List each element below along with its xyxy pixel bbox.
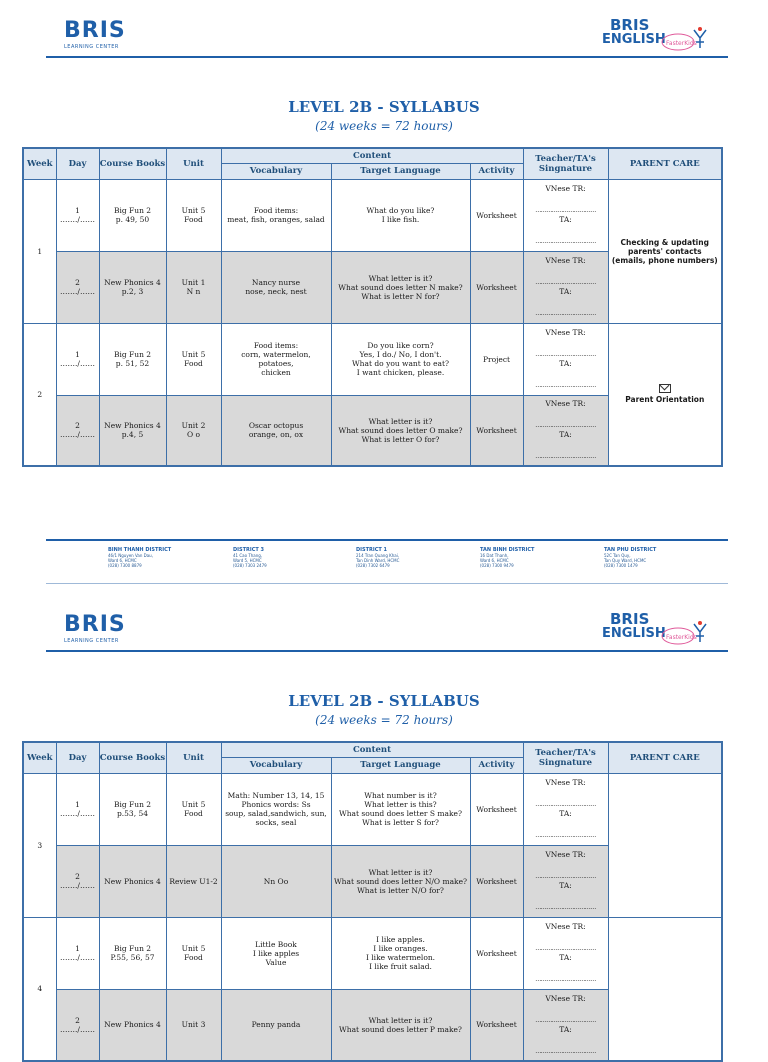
bris-english-logo [602, 610, 712, 646]
course-book-cell: New Phonics 4 p.4, 5 [99, 395, 166, 466]
unit-cell: Unit 3 [166, 989, 221, 1061]
vocabulary-cell: Math: Number 13, 14, 15 Phonics words: Ss soup, salad,sandwich, sun, socks, seal [221, 773, 331, 845]
vocabulary-cell: Nn Oo [221, 845, 331, 917]
bris-english-logo-top: BRIS [610, 610, 650, 628]
activity-cell: Worksheet [470, 989, 523, 1061]
header-day: Day [56, 742, 99, 773]
day-cell: 1 ……./…… [56, 773, 99, 845]
course-book-cell: New Phonics 4 [99, 989, 166, 1061]
week-cell: 4 [23, 917, 56, 1061]
activity-cell: Project [470, 323, 523, 395]
signature-cell: VNese TR: …………………………… TA: …………………………… [523, 917, 608, 989]
day-cell: 2 ……./…… [56, 395, 99, 466]
week-cell: 2 [23, 323, 56, 466]
signature-cell: VNese TR: …………………………… TA: …………………………… [523, 251, 608, 323]
target-language-cell: What number is it? What letter is this? What sound does letter S make? What is letter S for? [331, 773, 470, 845]
unit-cell: Review U1-2 [166, 845, 221, 917]
unit-cell: Unit 5 Food [166, 179, 221, 251]
vocabulary-cell: Oscar octopus orange, on, ox [221, 395, 331, 466]
target-language-cell: Do you like corn? Yes, I do./ No, I don't. What do you want to eat? I want chicken, please. [331, 323, 470, 395]
unit-cell: Unit 2 O o [166, 395, 221, 466]
signature-cell: VNese TR: …………………………… TA: …………………………… [523, 323, 608, 395]
day-cell: 1 ……./…… [56, 179, 99, 251]
header-target-language: Target Language [331, 757, 470, 773]
activity-cell: Worksheet [470, 395, 523, 466]
header-content: Content [221, 742, 523, 757]
parent-care-cell [608, 917, 722, 1061]
week-cell: 1 [23, 179, 56, 323]
fasterkids-logo-icon [660, 26, 708, 52]
header-signature: Teacher/TA's Singnature [523, 742, 608, 773]
header-course-books: Course Books [99, 742, 166, 773]
footer-address: DISTRICT 3 41 Cao Thang, Ward 5, HCMC (028) 7303 2479 [233, 547, 267, 568]
vocabulary-cell: Food items: corn, watermelon, potatoes, chicken [221, 323, 331, 395]
header-content: Content [221, 148, 523, 163]
header-unit: Unit [166, 148, 221, 179]
signature-cell: VNese TR: …………………………… TA: …………………………… [523, 179, 608, 251]
bris-english-logo-top: BRIS [610, 16, 650, 34]
day-cell: 1 ……./…… [56, 917, 99, 989]
signature-cell: VNese TR: …………………………… TA: …………………………… [523, 395, 608, 466]
course-book-cell: Big Fun 2 p. 51, 52 [99, 323, 166, 395]
activity-cell: Worksheet [470, 845, 523, 917]
table-row [23, 179, 722, 251]
bris-logo-text: BRIS [64, 18, 126, 43]
footer-address: DISTRICT 1 214 Tran Quang Khai, Tan Dinh Ward, HCMC (028) 7302 6479 [356, 547, 400, 568]
unit-cell: Unit 5 Food [166, 917, 221, 989]
table-row [23, 323, 722, 395]
header-week: Week [23, 148, 56, 179]
target-language-cell: What letter is it? What sound does letter P make? [331, 989, 470, 1061]
header-activity: Activity [470, 757, 523, 773]
footer-address: BINH THANH DISTRICT 46/1 Nguyen Van Dau, Ward 6, HCMC (028) 7300 8879 [108, 547, 172, 568]
page-header [46, 8, 728, 58]
footer-address: TAN BINH DISTRICT 16 Dat Thanh, Ward 6, HCMC (028) 7300 9479 [480, 547, 535, 568]
footer-address: TAN PHU DISTRICT 52C Tan Quy, Tan Quy Ward, HCMC (028) 7300 1479 [604, 547, 657, 568]
bris-logo-subtext: LEARNING CENTER [64, 44, 119, 50]
header-unit: Unit [166, 742, 221, 773]
vocabulary-cell: Nancy nurse nose, neck, nest [221, 251, 331, 323]
header-signature: Teacher/TA's Singnature [523, 148, 608, 179]
page-title: LEVEL 2B - SYLLABUS [288, 692, 480, 710]
day-cell: 2 ……./…… [56, 989, 99, 1061]
table-row [23, 917, 722, 989]
target-language-cell: What do you like? I like fish. [331, 179, 470, 251]
bris-english-logo-bottom: ENGLISH [602, 626, 666, 641]
bris-english-logo [602, 16, 712, 52]
bris-logo [64, 614, 126, 644]
parent-care-cell [608, 323, 722, 466]
vocabulary-cell: Food items: meat, fish, oranges, salad [221, 179, 331, 251]
parent-care-cell [608, 773, 722, 917]
header-vocabulary: Vocabulary [221, 163, 331, 179]
header-vocabulary: Vocabulary [221, 757, 331, 773]
header-parent-care: PARENT CARE [608, 742, 722, 773]
activity-cell: Worksheet [470, 251, 523, 323]
unit-cell: Unit 5 Food [166, 773, 221, 845]
signature-cell: VNese TR: …………………………… TA: …………………………… [523, 845, 608, 917]
signature-cell: VNese TR: …………………………… TA: …………………………… [523, 773, 608, 845]
day-cell: 2 ……./…… [56, 845, 99, 917]
activity-cell: Worksheet [470, 917, 523, 989]
page-subtitle: (24 weeks = 72 hours) [315, 119, 453, 133]
svg-text:FasterKids: FasterKids [666, 634, 697, 641]
syllabus-table-2 [22, 741, 723, 1062]
week-cell: 3 [23, 773, 56, 917]
target-language-cell: What letter is it? What sound does letter O make? What is letter O for? [331, 395, 470, 466]
course-book-cell: Big Fun 2 P.55, 56, 57 [99, 917, 166, 989]
unit-cell: Unit 5 Food [166, 323, 221, 395]
activity-cell: Worksheet [470, 773, 523, 845]
header-week: Week [23, 742, 56, 773]
table-row [23, 773, 722, 845]
unit-cell: Unit 1 N n [166, 251, 221, 323]
header-target-language: Target Language [331, 163, 470, 179]
course-book-cell: New Phonics 4 p.2, 3 [99, 251, 166, 323]
vocabulary-cell: Penny panda [221, 989, 331, 1061]
target-language-cell: What letter is it? What sound does letter N/O make? What is letter N/O for? [331, 845, 470, 917]
course-book-cell: New Phonics 4 [99, 845, 166, 917]
bris-logo-subtext: LEARNING CENTER [64, 638, 119, 644]
page-header [46, 602, 728, 652]
course-book-cell: Big Fun 2 p. 49, 50 [99, 179, 166, 251]
fasterkids-logo-icon [660, 620, 708, 646]
target-language-cell: What letter is it? What sound does letter N make? What is letter N for? [331, 251, 470, 323]
day-cell: 1 ……./…… [56, 323, 99, 395]
day-cell: 2 ……./…… [56, 251, 99, 323]
signature-cell: VNese TR: …………………………… TA: …………………………… [523, 989, 608, 1061]
vocabulary-cell: Little Book I like apples Value [221, 917, 331, 989]
page-title: LEVEL 2B - SYLLABUS [288, 98, 480, 116]
header-day: Day [56, 148, 99, 179]
envelope-icon [659, 384, 671, 393]
syllabus-table-1 [22, 147, 723, 467]
parent-care-cell: Checking & updating parents' contacts (emails, phone numbers) [608, 179, 722, 323]
bris-english-logo-bottom: ENGLISH [602, 32, 666, 47]
page-footer [46, 539, 728, 584]
header-activity: Activity [470, 163, 523, 179]
parent-care-text: Parent Orientation [625, 395, 705, 405]
header-parent-care: PARENT CARE [608, 148, 722, 179]
svg-text:FasterKids: FasterKids [666, 40, 697, 47]
target-language-cell: I like apples. I like oranges. I like watermelon. I like fruit salad. [331, 917, 470, 989]
page-subtitle: (24 weeks = 72 hours) [315, 713, 453, 727]
course-book-cell: Big Fun 2 p.53, 54 [99, 773, 166, 845]
bris-logo-text: BRIS [64, 612, 126, 637]
activity-cell: Worksheet [470, 179, 523, 251]
bris-logo [64, 20, 126, 50]
header-course-books: Course Books [99, 148, 166, 179]
